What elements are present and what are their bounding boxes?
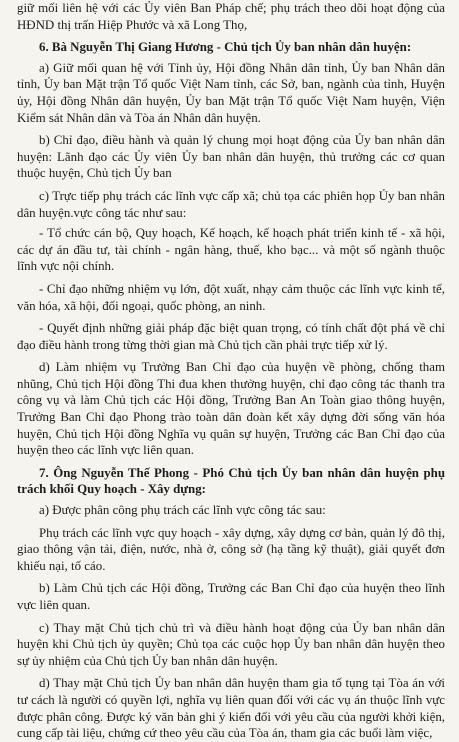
section-6-item-a: a) Giữ mối quan hệ với Tỉnh ủy, Hội đồng Nhân dân tỉnh, Ủy ban Nhân dân tỉnh, Ủy ban Mặt trận Tổ quốc Việt Nam tỉnh, các Sở, ban, ngành của tỉnh, Huyện ủy, Hội đồng Nhân dân huyện, Ủy ban Mặt trận Tổ quốc Việt Nam huyện, Viện Kiểm sát Nhân dân và Tòa án Nhân dân huyện. — [17, 60, 445, 125]
section-6-item-c-bullet-2: - Chỉ đạo những nhiệm vụ lớn, đột xuất, nhạy cảm thuộc các lĩnh vực kinh tế, văn hóa, xã hội, đối ngoại, quốc phòng, an ninh. — [17, 281, 445, 313]
section-7-item-a: a) Được phân công phụ trách các lĩnh vực công tác sau: — [39, 503, 326, 518]
section-6-item-c-bullet-1: - Tổ chức cán bộ, Quy hoạch, Kế hoạch, kế hoạch phát triển kinh tế - xã hội, các dự án đầu tư, tài chính - ngân hàng, thuế, kho bạc... và một số ngành thuộc lĩnh vực nội chính. — [17, 226, 445, 274]
section-6-item-b: b) Chỉ đạo, điều hành và quản lý chung mọi hoạt động của Ủy ban nhân dân huyện: Lãnh đạo các Ủy viên Ủy ban nhân dân huyện, thủ trưởng các cơ quan thuộc huyện, Chủ tịch Ủy ban — [17, 133, 445, 181]
section-6-item-d: d) Làm nhiệm vụ Trưởng Ban Chỉ đạo của huyện về phòng, chống tham nhũng, Chủ tịch Hội đồng Thi đua khen thưởng huyện, chỉ đạo công tác thanh tra công vụ và làm Chủ tịch các Hội đồng, Trưởng Ban An Toàn giao thông huyện, Trưởng Ban Chỉ đạo Phong trào toàn dân đoàn kết xây dựng đời sống văn hóa huyện, Chủ tịch Hội đồng Nghĩa vụ quân sự huyện, Trưởng các Ban Chỉ đạo của huyện theo các lĩnh vực liên quan. — [17, 360, 445, 458]
section-7-item-d: d) Thay mặt Chủ tịch Ủy ban nhân dân huyện tham gia tố tụng tại Tòa án với tư cách là người có quyền lợi, nghĩa vụ liên quan đối với các vụ án thuộc lĩnh vực được phân công. Được ký văn bản ghi ý kiến đối với yêu cầu của người khởi kiện, cung cấp tài liệu, chứng cứ theo yêu cầu của Tòa án, tham gia các buổi làm việc, — [17, 676, 445, 741]
section-6-item-c-bullet-3: - Quyết định những giải pháp đặc biệt quan trọng, có tính chất đột phá về chỉ đạo điều hành trong từng thời gian mà Chủ tịch cần phải trực tiếp xử lý. — [17, 321, 445, 352]
section-7-item-b: b) Làm Chủ tịch các Hội đồng, Trưởng các Ban Chỉ đạo của huyện theo lĩnh vực liên quan. — [17, 581, 445, 612]
section-6-heading: 6. Bà Nguyễn Thị Giang Hương - Chủ tịch Ủy ban nhân dân huyện: — [39, 40, 412, 55]
section-7-heading: 7. Ông Nguyễn Thế Phong - Phó Chủ tịch Ủy ban nhân dân huyện phụ trách khối Quy hoạch - Xây dựng: — [17, 465, 445, 497]
section-6-item-c: c) Trực tiếp phụ trách các lĩnh vực cấp xã; chủ tọa các phiên họp Ủy ban nhân dân huyện.vực công tác như sau: — [17, 188, 445, 220]
section-7-item-c: c) Thay mặt Chủ tịch chủ trì và điều hành hoạt động của Ủy ban nhân dân huyện khi Chủ tịch ủy quyền; Chủ tọa các cuộc họp Ủy ban nhân dân huyện theo sự ủy nhiệm của Chủ tịch Ủy ban nhân dân huyện. — [17, 620, 445, 668]
intro-paragraph: giữ mối liên hệ với các Ủy viên Ban Pháp chế; phụ trách theo dõi hoạt động của HĐND thị trấn Hiệp Phước và xã Long Thọ, — [17, 1, 445, 32]
section-7-item-a-detail: Phụ trách các lĩnh vực quy hoạch - xây dựng, xây dựng cơ bản, quản lý đô thị, giao thông vận tải, điện, nước, nhà ở, công sở (hạ tầng kỹ thuật), giải quyết đơn khiếu nại, tố cáo. — [17, 525, 445, 573]
